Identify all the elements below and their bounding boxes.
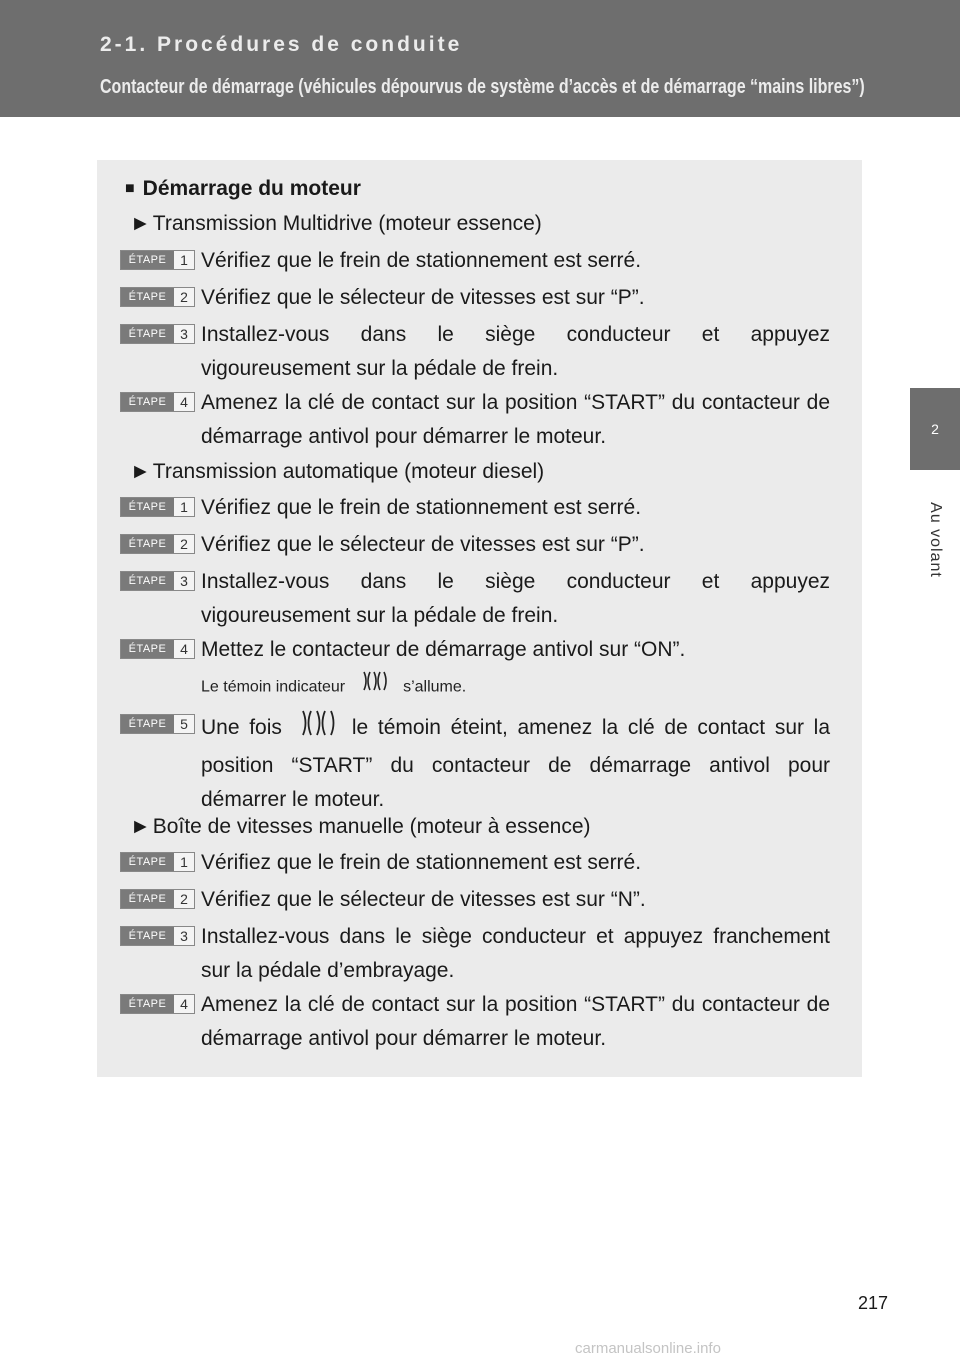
step-badge	[120, 287, 195, 307]
step-text: Installez-vous dans le siège conducteur et appuyez vigoureusement sur la pédale de frein.	[201, 323, 830, 380]
group-title-text: Transmission Multidrive (moteur essence)	[152, 212, 542, 235]
step-badge	[120, 324, 195, 344]
step-badge-number: 3	[180, 573, 188, 589]
section-heading: 2-1. Procédures de conduite	[100, 33, 463, 56]
step-badge-number: 4	[180, 996, 188, 1012]
page-number: 217	[858, 1293, 889, 1313]
triangle-bullet-icon: ►	[130, 212, 151, 235]
page-header	[0, 0, 960, 117]
step-text-after: le témoin éteint, amenez la clé de contact sur la position “START” du contacteur de démarrage antivol pour démarrer le moteur.	[201, 716, 831, 811]
triangle-bullet-icon: ►	[130, 460, 151, 483]
step-badge	[120, 571, 195, 591]
step-badge-number: 2	[180, 289, 188, 305]
indicator-note	[201, 670, 466, 705]
note-text-before: Le témoin indicateur	[201, 678, 346, 696]
group-title-text: Boîte de vitesses manuelle (moteur à essence)	[152, 815, 591, 838]
page-title: Contacteur de démarrage (véhicules dépourvus de système d’accès et de démarrage “mains libres”)	[100, 76, 865, 98]
step-badge-word: ÉTAPE	[121, 288, 174, 306]
step-text: Vérifiez que le sélecteur de vitesses est sur “P”.	[201, 533, 645, 556]
section-title	[125, 172, 361, 206]
step-text: Vérifiez que le sélecteur de vitesses est sur “N”.	[201, 888, 646, 911]
step-badge	[120, 852, 195, 872]
step-badge	[120, 994, 195, 1014]
chapter-label: Au volant	[927, 502, 944, 578]
step-badge-number: 4	[180, 394, 188, 410]
step-text: Amenez la clé de contact sur la position “START” du contacteur de démarrage antivol pour démarrer le moteur.	[201, 391, 830, 448]
step-text-before: Une fois	[201, 716, 282, 740]
glow-plug-icon	[359, 670, 389, 705]
group-title	[130, 810, 591, 844]
step-badge	[120, 392, 195, 412]
triangle-bullet-icon: ►	[130, 815, 151, 838]
step-badge	[120, 639, 195, 659]
step-badge-word: ÉTAPE	[121, 393, 174, 411]
step-text	[201, 708, 830, 817]
step-badge-word: ÉTAPE	[121, 325, 174, 343]
step-text: Mettez le contacteur de démarrage antivol sur “ON”.	[201, 638, 686, 661]
step-badge-word: ÉTAPE	[121, 572, 174, 590]
step-badge-number: 2	[180, 891, 188, 907]
step-badge	[120, 889, 195, 909]
step-text: Vérifiez que le frein de stationnement est serré.	[201, 249, 642, 272]
section-title-text: Démarrage du moteur	[142, 177, 361, 200]
step-text: Vérifiez que le frein de stationnement est serré.	[201, 496, 642, 519]
note-text-after: s’allume.	[403, 678, 467, 696]
step-badge-word: ÉTAPE	[121, 995, 174, 1013]
step-badge	[120, 250, 195, 270]
step-badge-word: ÉTAPE	[121, 535, 174, 553]
step-badge-word: ÉTAPE	[121, 640, 174, 658]
step-badge	[120, 497, 195, 517]
step-badge	[120, 714, 195, 734]
step-text: Vérifiez que le frein de stationnement est serré.	[201, 851, 642, 874]
chapter-number: 2	[931, 421, 939, 437]
step-badge-word: ÉTAPE	[121, 251, 174, 269]
watermark: carmanualsonline.info	[575, 1340, 721, 1357]
step-badge-number: 4	[180, 641, 188, 657]
step-badge	[120, 534, 195, 554]
step-badge-word: ÉTAPE	[121, 890, 174, 908]
step-badge-number: 2	[180, 536, 188, 552]
step-badge	[120, 926, 195, 946]
group-title	[130, 207, 542, 241]
step-text: Installez-vous dans le siège conducteur et appuyez vigoureusement sur la pédale de frein.	[201, 570, 830, 627]
step-text: Amenez la clé de contact sur la position “START” du contacteur de démarrage antivol pour démarrer le moteur.	[201, 993, 830, 1050]
step-badge-word: ÉTAPE	[121, 715, 174, 733]
step-text: Installez-vous dans le siège conducteur et appuyez franchement sur la pédale d’embrayage.	[201, 925, 830, 982]
chapter-tab	[910, 388, 960, 470]
step-badge-number: 1	[180, 252, 188, 268]
glow-plug-icon	[296, 708, 338, 749]
group-title-text: Transmission automatique (moteur diesel)	[152, 460, 545, 483]
step-badge-number: 3	[180, 928, 188, 944]
step-badge-number: 3	[180, 326, 188, 342]
step-badge-word: ÉTAPE	[121, 853, 174, 871]
group-title	[130, 455, 544, 489]
step-badge-word: ÉTAPE	[121, 498, 174, 516]
step-badge-number: 1	[180, 499, 188, 515]
step-badge-number: 1	[180, 854, 188, 870]
step-text: Vérifiez que le sélecteur de vitesses est sur “P”.	[201, 286, 645, 309]
square-bullet-icon: ■	[125, 180, 135, 197]
step-badge-word: ÉTAPE	[121, 927, 174, 945]
step-badge-number: 5	[180, 716, 188, 732]
